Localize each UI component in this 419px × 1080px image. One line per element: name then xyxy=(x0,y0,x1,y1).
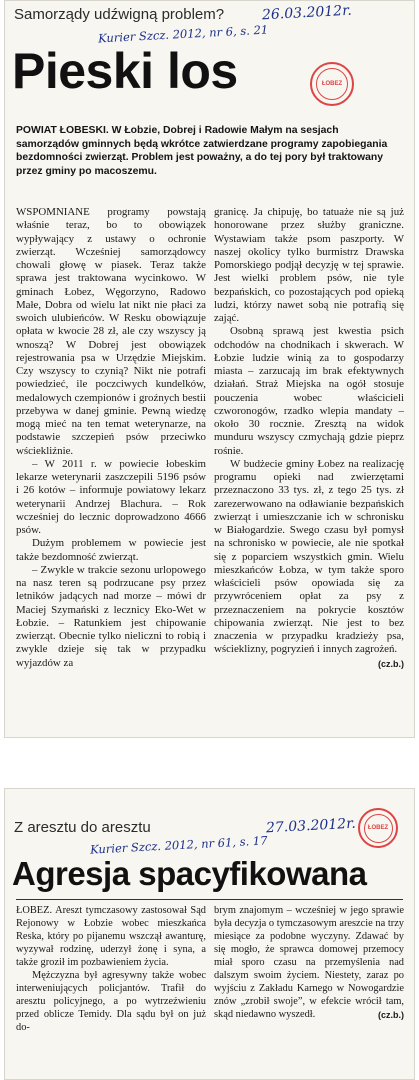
stamp-label: ŁOBEZ xyxy=(316,68,348,100)
article-column-left xyxy=(16,206,206,670)
paragraph: granicę. Ja chipuję, bo tatuaże nie są już honorowane przez służby graniczne. Wystawiam także psom paszporty. W naszej okolicy tylko burmistrz Drawska Pomorskiego podjął decyzję w tej sprawie. Jest wielki problem psów, nie tyle bezpańskich, co pozostających pod opieką ludzi, którzy nawet sobą nie potrafią się zająć. xyxy=(214,206,404,324)
paragraph xyxy=(214,904,404,1021)
paragraph-text: brym znajomym – wcześniej w jego sprawie była decyzja o tymczasowym areszcie na trzy miesiące za podobne wyczyny. Zdawać by się mogło, że sprawca domowej przemocy miał sporo czasu na przemyślenia nad dalszym swoim życiem. Niestety, zaraz po wyjściu z Zakładu Karnego w Nowogardzie znów „zrobił swoje”, w efekcie wrócił tam, skąd niedawno wyszedł. xyxy=(214,905,404,1020)
paragraph: Dużym problemem w powiecie jest także bezdomność zwierząt. xyxy=(16,537,206,563)
paragraph-text: W budżecie gminy Łobez na realizację programu opieki nad zwierzętami przeznaczono 33 tys. zł, z tego 25 tys. zł zarezerwowano na odławianie bezpańskich zwierząt i umieszczanie ich w schronisku w Białogardzie. Swego czasu był pomysł na schronisko w powiecie, ale nie spotkał się z poparciem wszystkich gmin. Wielu mieszkańców Łobza, w tym także sporo właścicieli psów opowiada się za przywróceniem opłat za psy z przeznaczeniem na pokrycie kosztów chipowania zwierząt. Nie jest to bez znaczenia w przypadku kradzieży psa, wścieklizny, pogryzień i innych zagrożeń. xyxy=(214,457,404,656)
headline-divider xyxy=(16,899,403,900)
paragraph: Mężczyzna był agresywny także wobec interweniujących policjantów. Trafił do aresztu policyjnego, a po wytrzeźwieniu przed oblicze Temidy. Dla sądu był on już do- xyxy=(16,970,206,1033)
library-stamp-icon xyxy=(358,808,398,848)
article-column-left xyxy=(16,904,206,1034)
article-headline: Pieski los xyxy=(12,43,238,99)
handwritten-source: Kurier Szcz. 2012, nr 61, s. 17 xyxy=(89,833,268,857)
newspaper-clipping-agresja xyxy=(4,788,415,1080)
paragraph: – W 2011 r. w powiecie łobeskim lekarze weterynarii zaszczepili 5196 psów i 26 kotów – informuje powiatowy lekarz weterynarii Andrzej Blachura. – Rok wcześniej do lecznic doprowadzono 4666 psów. xyxy=(16,457,206,536)
article-column-right xyxy=(214,904,404,1022)
library-stamp-icon xyxy=(310,62,354,106)
stamp-label: ŁOBEZ xyxy=(364,814,393,843)
author-signature: (cz.b.) xyxy=(378,1010,404,1020)
paragraph xyxy=(214,457,404,669)
article-lead: POWIAT ŁOBESKI. W Łobzie, Dobrej i Radowie Małym na sesjach samorządów gminnych będą wkrótce zatwierdzane programy zapobiegania bezdomności zwierząt. Problem jest poważny, a do tej pory był traktowany przez gminy po macoszemu. xyxy=(16,125,388,178)
author-signature: (cz.b.) xyxy=(378,658,404,669)
article-kicker: Samorządy udźwigną problem? xyxy=(14,6,225,23)
handwritten-date: 27.03.2012r. xyxy=(265,815,357,837)
article-headline: Agresja spacyfikowana xyxy=(12,855,367,892)
article-kicker: Z aresztu do aresztu xyxy=(14,819,151,836)
article-column-right xyxy=(214,206,404,671)
handwritten-date: 26.03.2012r. xyxy=(261,2,353,24)
paragraph: ŁOBEZ. Areszt tymczasowy zastosował Sąd Rejonowy w Łobzie wobec mieszkańca Reska, który po pijanemu wszczął awanturę, wyzywał rodzinę, uderzył żonę i syna, a także groził im pozbawieniem życia. xyxy=(16,905,206,968)
paragraph: – Zwykle w trakcie sezonu urlopowego na nasz teren są podrzucane psy przez letników jadących nad morze – mówi dr Maciej Szymański z lecznicy Eko-Wet w Łobzie. – Ratunkiem jest chipowanie zwierząt. Obecnie tylko nieliczni to robią i zwykle dzieje się tak w przypadku wyjazdów za xyxy=(16,563,206,669)
paragraph: Osobną sprawą jest kwestia psich odchodów na chodnikach i skwerach. W Łobzie ludzie winią za to gospodarzy miasta – zarzucają im brak efektywnych działań. Straż Miejska na ogół stosuje pouczenia wobec właścicieli czworonogów, rzadko wlepia mandaty – około 30 rocznie. Zresztą na widok munduru wszyscy czmychają gdzie pieprz rośnie. xyxy=(214,325,404,457)
paragraph: WSPOMNIANE programy powstają właśnie teraz, bo to obowiązek wypływający z ustawy o ochronie zwierząt. Wcześniej samorządowcy chowali głowę w piasek. Teraz także sprawa jest traktowana wycinkowo. W gminach Łobez, Węgorzyno, Radowo Małe, Dobra od wielu lat nikt nie płaci za swoich ulubieńców. W Resku obowiązuje opłata w kwocie 28 zł, ale czy wszyscy ją wnoszą? W Dobrej jest obowiązek rejestrowania psa w Urzędzie Miejskim. Czy wszyscy to czynią? Nikt nie potrafi powiedzieć, ile poczciwych kundelków, medalowych czempionów i groźnych bestii przebywa w danej gminie. Pewną wiedzę mogą mieć na ten temat weterynarze, na podstawie szczepień psów przeciwko wściekliźnie. xyxy=(16,206,206,457)
newspaper-clipping-pieski-los xyxy=(4,0,415,738)
handwritten-source: Kurier Szcz. 2012, nr 6, s. 21 xyxy=(97,22,269,46)
